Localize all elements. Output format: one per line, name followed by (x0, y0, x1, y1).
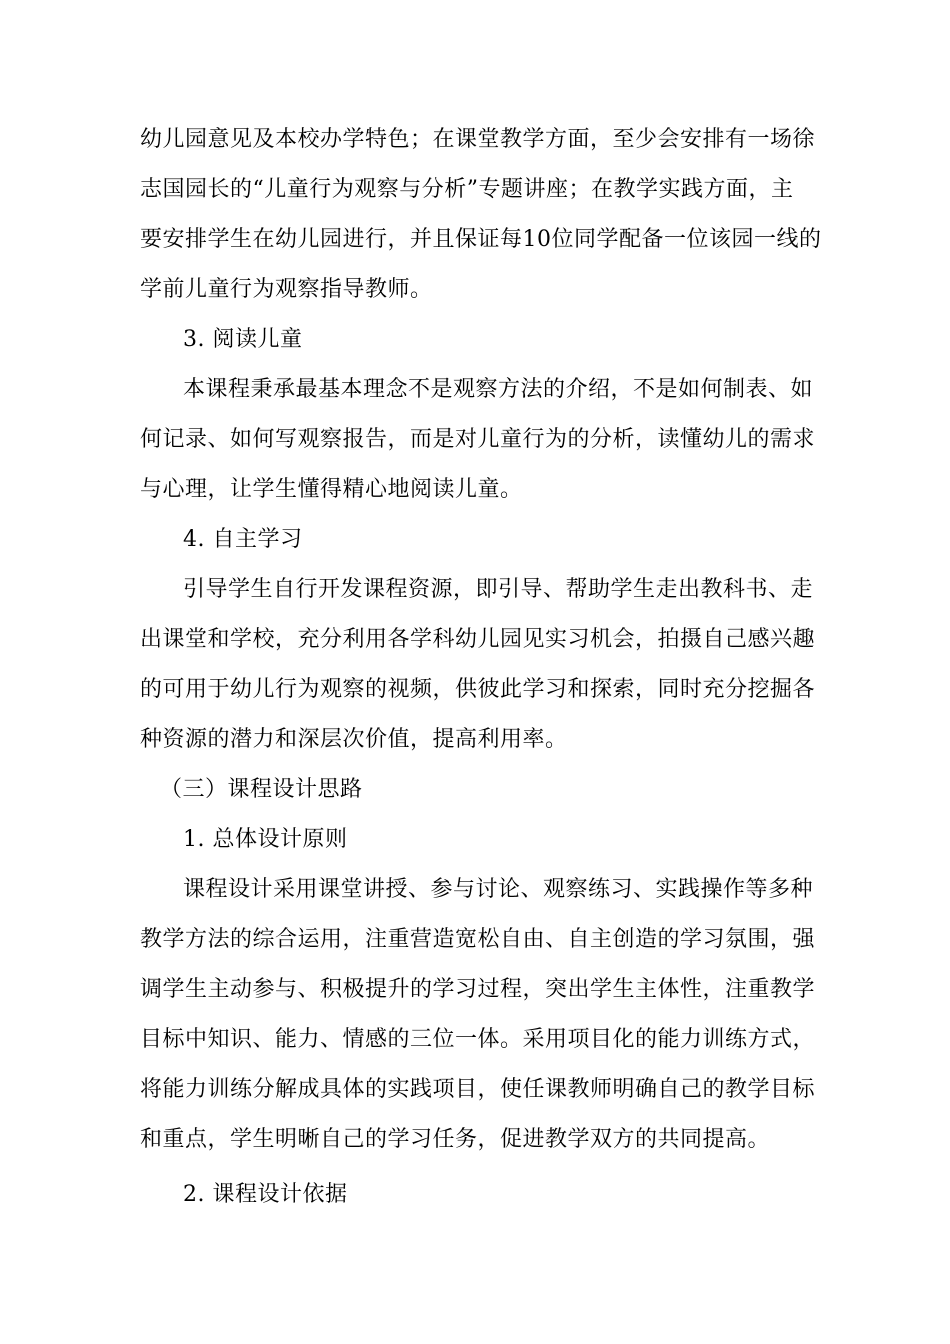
paragraph-line: 将能力训练分解成具体的实践项目，使任课教师明确自己的教学目标 (140, 1077, 816, 1102)
paragraph-line: 的可用于幼儿行为观察的视频，供彼此学习和探索，同时充分挖掘各 (140, 677, 816, 702)
paragraph-line: 出课堂和学校，充分利用各学科幼儿园见实习机会，拍摄自己感兴趣 (140, 627, 816, 652)
paragraph-line: 志国园长的“儿童行为观察与分析”专题讲座；在教学实践方面，主 (140, 177, 794, 202)
paragraph-line: 幼儿园意见及本校办学特色；在课堂教学方面，至少会安排有一场徐 (140, 127, 816, 152)
paragraph-line: 何记录、如何写观察报告，而是对儿童行为的分析，读懂幼儿的需求 (140, 427, 816, 452)
paragraph-line: 学前儿童行为观察指导教师。 (140, 277, 433, 302)
paragraph-line: 教学方法的综合运用，注重营造宽松自由、自主创造的学习氛围，强 (140, 927, 816, 952)
paragraph-line: 引导学生自行开发课程资源，即引导、帮助学生走出教科书、走 (183, 577, 814, 602)
paragraph-line: 与心理，让学生懂得精心地阅读儿童。 (140, 477, 523, 502)
paragraph-line: 和重点，学生明晰自己的学习任务，促进教学双方的共同提高。 (140, 1127, 771, 1152)
paragraph-line: 要安排学生在幼儿园进行，并且保证每10位同学配备一位该园一线的 (140, 227, 822, 252)
paragraph-line: 目标中知识、能力、情感的三位一体。采用项目化的能力训练方式， (140, 1027, 816, 1052)
paragraph-line: 本课程秉承最基本理念不是观察方法的介绍，不是如何制表、如 (183, 377, 814, 402)
paragraph-line: 调学生主动参与、积极提升的学习过程，突出学生主体性，注重教学 (140, 977, 816, 1002)
section-heading: 1. 总体设计原则 (183, 827, 348, 852)
chapter-heading: （三）课程设计思路 (160, 777, 363, 802)
section-heading: 2. 课程设计依据 (183, 1182, 348, 1207)
paragraph-line: 种资源的潜力和深层次价值，提高利用率。 (140, 727, 568, 752)
section-heading: 4. 自主学习 (183, 527, 303, 552)
paragraph-line: 课程设计采用课堂讲授、参与讨论、观察练习、实践操作等多种 (183, 877, 814, 902)
section-heading: 3. 阅读儿童 (183, 327, 303, 352)
